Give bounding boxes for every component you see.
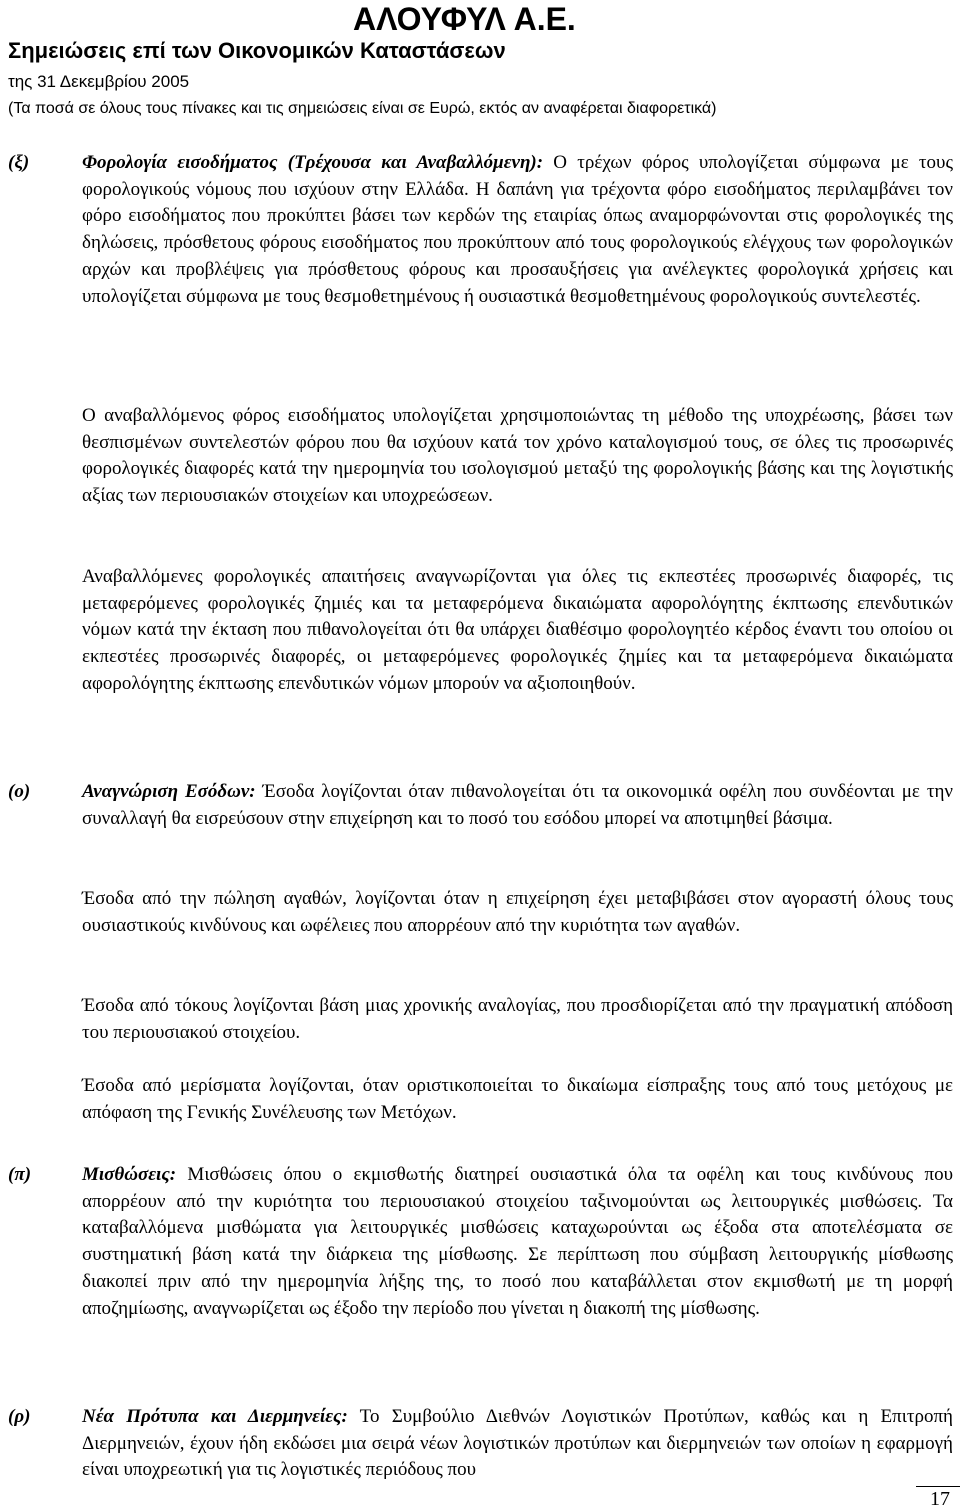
section-paragraph: Έσοδα από τόκους λογίζονται βάση μιας χρονικής αναλογίας, που προσδιορίζεται από την πραγματική απόδοση του περιουσιακού στοιχείου.: [82, 995, 953, 1043]
section-paragraph: [82, 1162, 953, 1322]
section-paragraph: [82, 1404, 953, 1484]
section-letter: (π): [8, 1164, 32, 1185]
section-paragraph: Ο αναβαλλόμενος φόρος εισοδήματος υπολογίζεται χρησιμοποιώντας τη μέθοδο της υποχρέωσης, βάσει των θεσπισμένων συντελεστών φόρου που θα ισχύουν κατά τον χρόνο καταλογισμού τους, σε όλες τις προσωρινές φορολογικές διαφορές κατά την ημερομηνία του ισολογισμού μεταξύ της φορολογικής βάσης και της λογιστικής αξίας των περιουσιακών στοιχείων και υποχρεώσεων.: [82, 405, 953, 507]
section-letter: (ο): [8, 781, 31, 802]
document-date: της 31 Δεκεμβρίου 2005: [8, 72, 190, 91]
section-paragraph: [82, 150, 953, 310]
paragraph-text: Μισθώσεις όπου ο εκμισθωτής διατηρεί ουσιαστικά όλα τα οφέλη και τους κινδύνους που απορρέουν από την κυριότητα του περιουσιακού στοιχείου ταξινομούνται ως λειτουργικές μισθώσεις. Τα καταβαλλόμενα μισθώματα για λειτουργικές μισθώσεις καταχωρούνται ως έξοδα στα αποτελέσματα σε συστηματική βάση κατά την διάρκεια της μίσθωσης. Σε περίπτωση που σύμβαση λειτουργικής μίσθωσης διακοπεί πριν από την ημερομηνία λήξης της, το ποσό που καταβάλλεται στον εκμισθωτή με τη μορφή αποζημίωσης, αναγνωρίζεται ως έξοδο την περίοδο που γίνεται η διακοπή της μίσθωσης.: [82, 1164, 953, 1319]
section-paragraph: Έσοδα από μερίσματα λογίζονται, όταν οριστικοποιείται το δικαίωμα είσπραξης τους από τους μετόχους με απόφαση της Γενικής Συνέλευσης των Μετόχων.: [82, 1075, 953, 1123]
section-paragraph: [82, 779, 953, 832]
section-letter: (ξ): [8, 152, 30, 173]
paragraph-text: Έσοδα λογίζονται όταν πιθανολογείται ότι τα οικονομικά οφέλη που συνδέονται με την συναλλαγή θα εισρεύσουν στην επιχείρηση και το ποσό του εσόδου μπορεί να αποτιμηθεί βάσιμα.: [82, 781, 953, 829]
currency-note: (Τα ποσά σε όλους τους πίνακες και τις σημειώσεις είναι σε Ευρώ, εκτός αν αναφέρεται διαφορετικά): [8, 100, 717, 117]
company-name: ΑΛΟΥΦΥΛ Α.Ε.: [353, 1, 576, 37]
section-paragraph: Αναβαλλόμενες φορολογικές απαιτήσεις αναγνωρίζονται για όλες τις εκπεστέες προσωρινές διαφορές, τις μεταφερόμενες φορολογικές ζημιές και τα μεταφερόμενα δικαιώματα αφορολόγητης έκπτωσης επενδυτικών νόμων κατά την έκταση που πιθανολογείται ότι θα υπάρχει διαθέσιμο φορολογητέο κέρδος έναντι του οποίου οι εκπεστέες προσωρινές διαφορές, οι μεταφερόμενες φορολογικές ζημίες και τα μεταφερόμενα δικαιώματα αφορολόγητης έκπτωσης επενδυτικών νόμων μπορούν να αξιοποιηθούν.: [82, 566, 953, 694]
section-heading: Νέα Πρότυπα και Διερμηνείες:: [82, 1406, 348, 1427]
document-title: Σημειώσεις επί των Οικονομικών Καταστάσεων: [8, 38, 506, 63]
section-paragraph: Έσοδα από την πώληση αγαθών, λογίζονται όταν η επιχείρηση έχει μεταβιβάσει στον αγοραστή όλους τους ουσιαστικούς κινδύνους και ωφέλειες που απορρέουν από την κυριότητα των αγαθών.: [82, 888, 953, 936]
section-letter: (ρ): [8, 1406, 31, 1427]
section-heading: Μισθώσεις:: [82, 1164, 177, 1185]
paragraph-text: Ο τρέχων φόρος υπολογίζεται σύμφωνα με τους φορολογικούς νόμους που ισχύουν στην Ελλάδα. Η δαπάνη για τρέχοντα φόρο εισοδήματος περιλαμβάνει τον φόρο εισοδήματος που προκύπτει βάσει των κερδών της εταιρίας όπως αναμορφώνονται στις φορολογικές της δηλώσεις, πρόσθετους φόρους εισοδήματος που προκύπτουν από τους φορολογικούς ελέγχους των φορολογικών αρχών και προβλέψεις για πρόσθετους φόρους και προσαυξήσεις για ανέλεγκτες φορολογικά χρήσεις και υπολογίζεται σύμφωνα με τους θεσμοθετημένους ή ουσιαστικά θεσμοθετημένους φορολογικούς συντελεστές.: [82, 152, 953, 307]
page-number: 17: [930, 1488, 950, 1510]
section-heading: Αναγνώριση Εσόδων:: [82, 781, 256, 802]
section-heading: Φορολογία εισοδήματος (Τρέχουσα και Αναβαλλόμενη):: [82, 152, 544, 173]
paragraph-text: Το Συμβούλιο Διεθνών Λογιστικών Προτύπων, καθώς και η Επιτροπή Διερμηνειών, έχουν ήδη εκδώσει μια σειρά νέων λογιστικών προτύπων και διερμηνειών των οποίων η εφαρμογή είναι υποχρεωτική για τις λογιστικές περιόδους που: [82, 1406, 953, 1481]
